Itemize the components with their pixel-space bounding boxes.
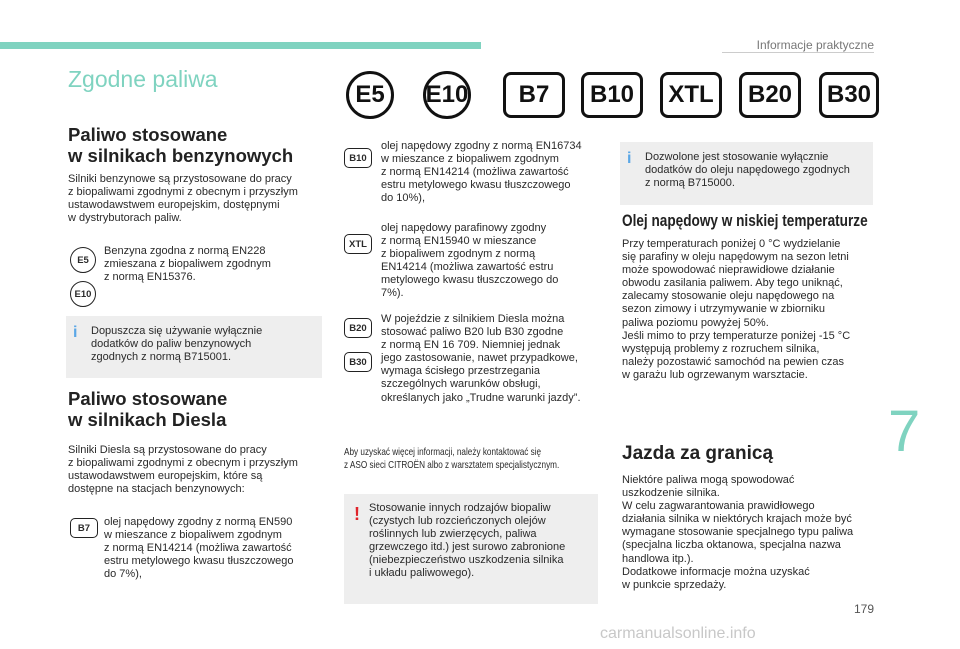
lowtemp-text: Przy temperaturach poniżej 0 °C wydzielanie się parafiny w oleju napędowym na sezon letni może spowodować nieprawidłowe działanie obwodu zasilania paliwem. Aby tego uniknąć, zalecamy stosowanie oleju napędowego na sezon zimowy i utrzymywanie w zbiorniku paliwa poziomu powyżej 50%. Jeśli mimo to przy temperaturze poniżej -15 °C występują problemy z rozruchem silnika, należy pozostawić samochód na pewien czas w garażu lub ogrzewanym warsztacie. [622,238,851,381]
diesel-intro: Silniki Diesla są przystosowane do pracy z biopaliwami zgodnymi z obecnym i przyszłym ustawodawstwem europejskim, które są dostępne na stacjach benzynowych: [68,444,298,496]
fuel-badge-e10: E10 [423,71,471,119]
fuel-badge-b10: B10 [581,72,643,118]
fuel-badge-b30: B30 [819,72,879,118]
watermark: carmanualsonline.info [600,625,756,642]
abroad-text: Niektóre paliwa mogą spowodować uszkodzenie silnika. W celu zagwarantowania prawidłowego działania silnika w niektórych krajach może być wymagane stosowanie specjalnego typu paliwa (specjalna liczba oktanowa, specjalna nazwa handlowa itp.). Dodatkowe informacje można uzyskać w punkcie sprzedaży. [622,474,854,591]
petrol-note-text: Dopuszcza się używanie wyłącznie dodatków do paliw benzynowych zgodnych z normą B715001. [91,325,263,364]
b10-text: olej napędowy zgodny z normą EN16734 w mieszance z biopaliwem zgodnym z normą EN14214 (możliwa zawartość estru metylowego kwasu tłuszczowego do 10%), [381,140,582,205]
petrol-info-note [66,316,322,378]
badge-e5: E5 [70,247,96,273]
page-title: Zgodne paliwa [68,66,218,92]
diesel-note-text: Dozwolone jest stosowanie wyłącznie dodatków do oleju napędowego zgodnych z normą B715000. [645,151,850,190]
warning-text: Stosowanie innych rodzajów biopaliw (czystych lub rozcieńczonych olejów roślinnych lub zwierzęcych, paliwa grzewczego itd.) jest surowo zabronione (niebezpieczeństwo uszkodzenia silnika i układu paliwowego). [369,502,566,580]
petrol-e-text: Benzyna zgodna z normą EN228 zmieszana z biopaliwem zgodnym z normą EN15376. [104,245,271,284]
badge-b30: B30 [344,352,372,372]
chapter-number: 7 [888,399,921,464]
badge-b10: B10 [344,148,372,168]
header-accent-bar [0,42,481,49]
section-title: Informacje praktyczne [756,38,874,52]
fuel-badge-xtl: XTL [660,72,722,118]
diesel-info-note [620,142,873,205]
badge-b7: B7 [70,518,98,538]
abroad-heading: Jazda za granicą [622,443,774,464]
header-divider [722,52,874,53]
diesel-heading: Paliwo stosowane w silnikach Diesla [68,388,228,430]
fuel-badge-b20: B20 [739,72,801,118]
lowtemp-heading: Olej napędowy w niskiej temperaturze [622,211,868,230]
info-icon: i [627,150,632,167]
petrol-heading: Paliwo stosowane w silnikach benzynowych [68,124,294,166]
xtl-text: olej napędowy parafinowy zgodny z normą EN15940 w mieszance z biopaliwem zgodnym z normą EN14214 (możliwa zawartość estru metylowego kwasu tłuszczowego do 7%). [381,222,559,300]
warning-icon: ! [354,504,360,524]
contact-text: Aby uzyskać więcej informacji, należy kontaktować się z ASO sieci CITROËN albo z warsztatem specjalistycznym. [344,446,560,471]
page-number: 179 [853,602,874,616]
badge-e10: E10 [70,281,96,307]
petrol-intro: Silniki benzynowe są przystosowane do pracy z biopaliwami zgodnymi z obecnym i przyszłym ustawodawstwem europejskim, dostępnymi w dystrybutorach paliw. [68,173,298,225]
badge-xtl: XTL [344,234,372,254]
b20-b30-text: W pojeździe z silnikiem Diesla można stosować paliwo B20 lub B30 zgodne z normą EN 16 709. Niemniej jednak jego zastosowanie, nawet przypadkowe, wymaga ścisłego przestrzegania szczególnych warunków obsługi, określanych jako „Trudne warunki jazdy”. [381,313,581,404]
badge-b20: B20 [344,318,372,338]
fuel-badge-e5: E5 [346,71,394,119]
warning-note [344,494,598,604]
info-icon: i [73,324,78,341]
fuel-badge-b7: B7 [503,72,565,118]
b7-text: olej napędowy zgodny z normą EN590 w mieszance z biopaliwem zgodnym z normą EN14214 (możliwa zawartość estru metylowego kwasu tłuszczowego do 7%), [104,516,294,581]
